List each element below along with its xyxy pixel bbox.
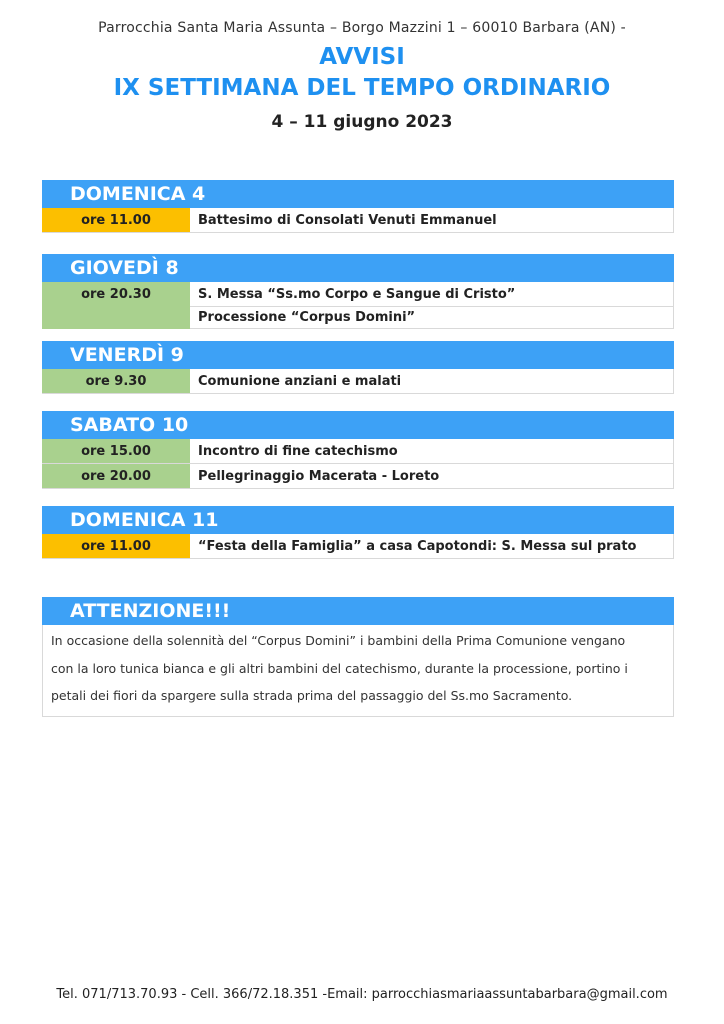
day-section-domenica-4 [42,180,674,233]
attention-line: petali dei fiori da spargere sulla strada prima del passaggio del Ss.mo Sacramento. [51,688,573,703]
day-heading: DOMENICA 4 [42,180,674,208]
attention-box [42,597,674,717]
day-section-sabato-10 [42,411,674,489]
event-time: ore 11.00 [42,534,190,558]
day-heading: DOMENICA 11 [42,506,674,534]
event-row [42,534,674,559]
event-description: Processione “Corpus Domini” [198,310,416,325]
event-description: Comunione anziani e malati [198,374,402,389]
parish-address: Parrocchia Santa Maria Assunta – Borgo Mazzini 1 – 60010 Barbara (AN) - [98,20,626,36]
event-time: ore 15.00 [42,439,190,463]
date-range: 4 – 11 giugno 2023 [271,112,453,132]
event-row [42,464,674,489]
event-description: S. Messa “Ss.mo Corpo e Sangue di Cristo” [198,287,516,302]
event-time: ore 20.30 [42,282,190,329]
day-section-domenica-11 [42,506,674,559]
day-heading: GIOVEDÌ 8 [42,254,674,282]
page-title: AVVISI [319,44,405,70]
day-heading: SABATO 10 [42,411,674,439]
page-subtitle: IX SETTIMANA DEL TEMPO ORDINARIO [113,75,611,101]
event-group [42,282,674,329]
event-row [190,307,674,329]
event-time: ore 20.00 [42,464,190,488]
event-description: “Festa della Famiglia” a casa Capotondi: S. Messa sul prato [198,539,637,554]
attention-heading: ATTENZIONE!!! [42,597,674,625]
event-row [42,369,674,394]
event-description: Incontro di fine catechismo [198,444,398,459]
attention-line: In occasione della solennità del “Corpus Domini” i bambini della Prima Comunione vengano [51,633,626,648]
day-section-venerdi-9 [42,341,674,394]
event-description: Pellegrinaggio Macerata - Loreto [198,469,440,484]
day-heading: VENERDÌ 9 [42,341,674,369]
event-row [42,208,674,233]
attention-line: con la loro tunica bianca e gli altri bambini del catechismo, durante la processione, portino i [51,660,628,676]
day-section-giovedi-8 [42,254,674,329]
event-row [42,439,674,464]
event-row [190,282,674,307]
attention-body [42,625,674,717]
event-time: ore 11.00 [42,208,190,232]
contact-footer: Tel. 071/713.70.93 - Cell. 366/72.18.351 -Email: parrocchiasmariaassuntabarbara@gmail.com [56,987,668,1002]
event-time: ore 9.30 [42,369,190,393]
event-description: Battesimo di Consolati Venuti Emmanuel [198,213,497,228]
